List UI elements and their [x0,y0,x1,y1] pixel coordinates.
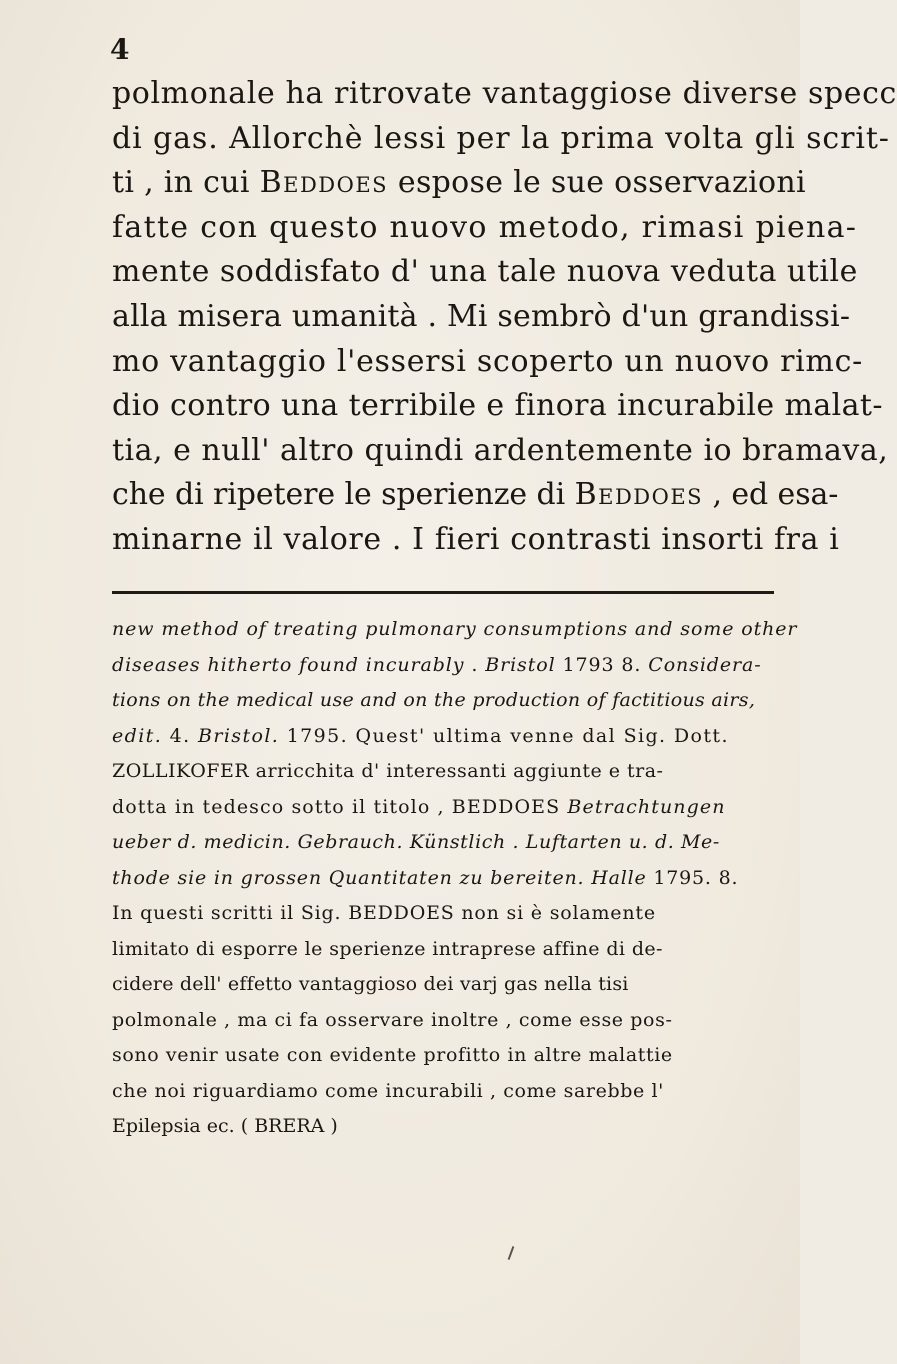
text-line [112,473,839,518]
text-line: alla misera umanità . Mi sembrò d'un grandissi- [112,298,851,334]
text-line: di gas. Allorchè lessi per la prima volta gli scrit- [112,120,890,156]
footnote [112,612,798,1145]
footnote-fragment: diseases hitherto found incurably [112,653,465,676]
footnote-line [112,861,777,897]
text-line: polmonale ha ritrovate vantaggiose diverse specc [112,76,897,111]
footnote-fragment: arricchita d' interessanti aggiunte e tra- [249,760,664,782]
footnote-fragment: . [464,653,486,676]
footnote-line: In questi scritti il Sig. BEDDOES non si è solamente [112,902,656,924]
text-line: mente soddisfato d' una tale nuova veduta utile [112,254,858,290]
footnote-line [112,754,777,790]
footnote-fragment: 1795. Quest' ultima venne dal Sig. Dott. [279,724,729,747]
ink-mark [508,1246,515,1260]
footnote-line: Epilepsia ec. ( BRERA ) [112,1115,338,1137]
footnote-fragment: Bristol. [197,724,280,747]
footnote-line [112,790,777,826]
text-line [112,161,806,206]
footnote-fragment: thode sie in grossen Quantitaten zu bereiten. Halle [112,866,647,889]
text-line: tia, e null' altro quindi ardentemente io bramava, [112,432,889,468]
text-fragment: , ed esa- [703,477,839,513]
text-fragment: ti , in cui [112,165,260,201]
text-fragment: espose le sue osservazioni [388,165,806,201]
footnote-line: tions on the medical use and on the production of factitious airs, [112,689,756,711]
text-line: mo vantaggio l'essersi scoperto un nuovo rimc- [112,343,863,379]
footnote-line [112,719,777,755]
footnote-fragment: edit. [112,724,163,747]
footnote-fragment: Considera- [648,653,762,676]
footnote-divider [112,591,774,594]
footnote-fragment: 4. [162,724,198,747]
footnote-fragment: dotta in tedesco sotto il titolo , BEDDOES [112,795,568,818]
footnote-line [112,648,777,684]
footnote-fragment: ZOLLIKOFER [112,760,250,782]
main-text [112,72,897,563]
text-fragment: che di ripetere le sperienze di [112,477,575,513]
footnote-fragment: 1795. 8. [646,866,739,889]
footnote-line: che noi riguardiamo come incurabili , come sarebbe l' [112,1079,664,1102]
footnote-line: ueber d. medicin. Gebrauch. Künstlich . Luftarten u. d. Me- [112,831,720,853]
footnote-line: limitato di esporre le sperienze intraprese affine di de- [112,937,663,960]
author-name: Beddoes [574,477,704,513]
footnote-line: polmonale , ma ci fa osservare inoltre , come esse pos- [112,1008,673,1031]
author-name: Beddoes [259,165,389,201]
footnote-fragment: 1793 8. [555,653,649,676]
text-line: dio contro una terribile e finora incurabile malat- [112,388,883,424]
footnote-line: cidere dell' effetto vantaggioso dei varj gas nella tisi [112,973,629,995]
text-line: fatte con questo nuovo metodo, rimasi piena- [112,209,858,245]
footnote-fragment: Betrachtungen [567,795,726,818]
footnote-line: sono venir usate con evidente profitto in altre malattie [112,1044,673,1066]
page-number: 4 [110,33,130,66]
text-line: minarne il valore . I fieri contrasti insorti fra i [112,521,840,557]
footnote-line: new method of treating pulmonary consumptions and some other [112,618,798,640]
footnote-fragment: Bristol [485,653,556,676]
